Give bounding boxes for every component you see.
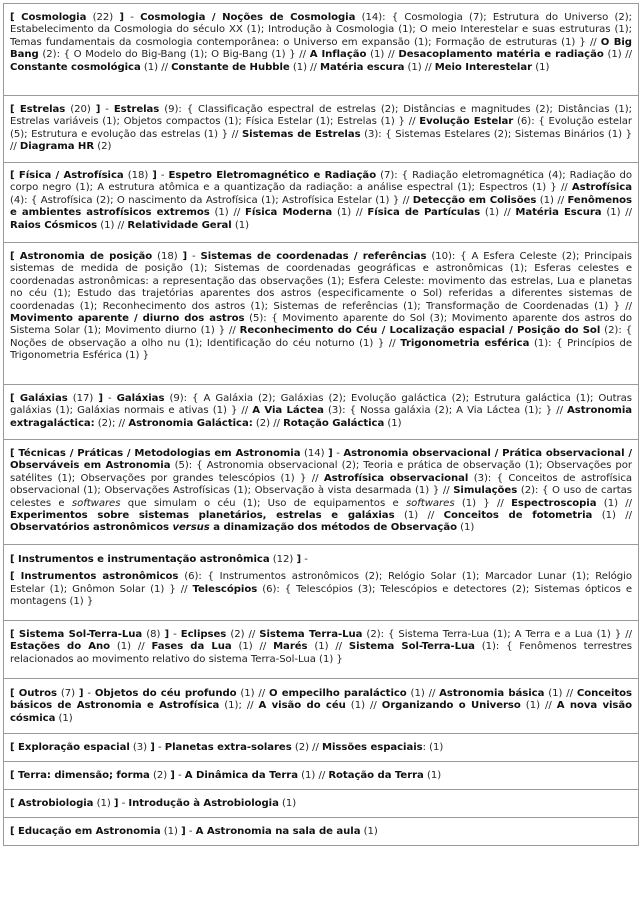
category-label: Sistema Terra-Lua bbox=[259, 629, 363, 640]
detail-text: (3) bbox=[129, 742, 151, 753]
detail-text: (12) bbox=[269, 554, 297, 565]
row-terra bbox=[4, 761, 638, 789]
detail-text: que simulam o céu (1); Uso de equipamentos e bbox=[120, 497, 406, 509]
category-label: Espectroscopia bbox=[511, 497, 597, 509]
detail-text: - bbox=[100, 104, 114, 115]
detail-text: (14): { Cosmologia (7); Estrutura do Universo (2); Estabelecimento da Cosmologia do século XX (1); Introdução à Cosmologia (1); O meio Interestelar e suas estruturas (1); Temas fundamentais da cosmologia contemporânea: o Universo em expansão (1); Formação de estruturas (1) } // bbox=[10, 12, 632, 48]
detail-text: - bbox=[118, 798, 129, 809]
detail-text: - bbox=[174, 770, 185, 781]
detail-text: (1) // bbox=[596, 497, 632, 509]
detail-text: (1) // bbox=[601, 207, 632, 219]
detail-text: (22) bbox=[86, 12, 120, 23]
cell-paragraph bbox=[10, 571, 632, 608]
category-label: Conceitos básicos de Astronomia e Astrofísica bbox=[10, 688, 632, 712]
category-label: ] bbox=[113, 798, 119, 809]
cell-paragraph bbox=[10, 742, 632, 754]
category-label: Sistemas de coordenadas / referências bbox=[200, 251, 427, 262]
detail-text: (1) // bbox=[209, 207, 245, 219]
category-label: Objetos do céu profundo bbox=[94, 688, 237, 699]
category-label: Estrelas bbox=[113, 104, 160, 115]
detail-text: (18) bbox=[152, 251, 183, 262]
category-label: [ Educação em Astronomia bbox=[10, 826, 161, 837]
category-label: Diagrama HR bbox=[19, 141, 95, 153]
category-label: A visão do céu bbox=[258, 700, 346, 712]
category-label: Astronomia extragaláctica: bbox=[10, 405, 633, 429]
category-label: Física Moderna bbox=[245, 207, 333, 219]
detail-text: (1) bbox=[532, 61, 550, 73]
detail-text: (1) bbox=[278, 798, 297, 809]
cell-paragraph bbox=[10, 104, 632, 154]
category-label: Matéria Escura bbox=[515, 207, 602, 219]
detail-text: (1) // bbox=[404, 61, 435, 73]
row-tecnicas-praticas bbox=[4, 439, 638, 544]
cell-paragraph bbox=[10, 448, 632, 535]
category-label: [ Astrobiologia bbox=[10, 798, 94, 809]
detail-text: (1) // bbox=[345, 700, 382, 712]
emphasis-text: softwares bbox=[71, 497, 121, 509]
cell-paragraph bbox=[10, 251, 632, 363]
detail-text: - bbox=[124, 12, 141, 23]
category-label: [ Terra: dimensão; forma bbox=[10, 770, 150, 781]
category-label: Matéria escura bbox=[319, 61, 405, 73]
category-label: Evolução Estelar bbox=[419, 116, 514, 128]
detail-text: (1) // bbox=[520, 700, 557, 712]
category-label: Física de Partículas bbox=[367, 207, 481, 219]
detail-text: - bbox=[187, 251, 201, 262]
detail-text: (2); // bbox=[94, 417, 129, 429]
category-label: [ Estrelas bbox=[10, 104, 66, 115]
cell-paragraph bbox=[10, 826, 632, 838]
detail-text: (2): { Noções de observação a olho nu (1); Identificação do céu noturno (1) } // bbox=[10, 325, 632, 349]
category-label: ] bbox=[119, 12, 124, 23]
row-astrobiologia bbox=[4, 789, 638, 817]
row-estrelas bbox=[4, 95, 638, 162]
category-label: ] bbox=[328, 448, 333, 459]
category-label: Constante de Hubble bbox=[171, 61, 290, 73]
detail-text: (18) bbox=[123, 170, 153, 181]
cell-paragraph bbox=[10, 554, 632, 566]
detail-text: (3): { Nossa galáxia (2); A Via Láctea (1); } // bbox=[323, 405, 568, 417]
emphasis-text: softwares bbox=[405, 497, 455, 509]
detail-text: (1) // bbox=[289, 61, 320, 73]
category-label: Astronomia básica bbox=[439, 688, 545, 699]
category-label: [ Exploração espacial bbox=[10, 742, 130, 753]
row-galaxias bbox=[4, 384, 638, 439]
detail-text: (17) bbox=[67, 393, 99, 404]
category-label: [ Instrumentos e instrumentação astronômica bbox=[10, 554, 270, 565]
category-label: [ Sistema Sol-Terra-Lua bbox=[10, 629, 143, 640]
category-label: [ Técnicas / Práticas / Metodologias em Astronomia bbox=[10, 448, 301, 459]
category-label: O Big Bang bbox=[10, 36, 632, 61]
category-label: [ Astronomia de posição bbox=[10, 251, 153, 262]
category-label: Observatórios astronômicos bbox=[10, 522, 173, 534]
category-label: Fases da Lua bbox=[151, 641, 232, 653]
detail-text: (7) bbox=[56, 688, 79, 699]
category-label: Sistemas de Estrelas bbox=[241, 128, 361, 140]
category-label: Eclipses bbox=[180, 629, 227, 640]
category-label: Astronomia observacional / Prática observacional / Observáveis em Astronomia bbox=[10, 448, 632, 472]
category-label: [ Instrumentos astronômicos bbox=[10, 571, 179, 583]
detail-text: (2) // bbox=[252, 417, 284, 429]
category-label: Organizando o Universo bbox=[381, 700, 521, 712]
row-instrumentos bbox=[4, 544, 638, 620]
category-label: Missões espaciais bbox=[322, 742, 423, 753]
category-label: ] bbox=[78, 688, 84, 699]
category-label: [ Galáxias bbox=[10, 393, 68, 404]
detail-text: (1) bbox=[231, 219, 250, 231]
category-label: Rotação Galáctica bbox=[283, 417, 385, 429]
detail-text: (1) // bbox=[140, 61, 172, 73]
cell-paragraph bbox=[10, 688, 632, 725]
detail-text: (2) // bbox=[226, 629, 260, 640]
detail-text: (1): { Fenômenos terrestres relacionados ao movimento relativo do sistema Terra-Sol-Lua (1) } bbox=[10, 641, 632, 665]
cell-paragraph bbox=[10, 629, 632, 666]
category-label: [ Física / Astrofísica bbox=[10, 170, 124, 181]
category-label: Meio Interestelar bbox=[434, 61, 533, 73]
category-label: ] bbox=[181, 826, 186, 837]
detail-text: (10): { A Esfera Celeste (2); Principais sistemas de medida de posição (1); Sistemas de coordenadas geográficas e astronômicas (1); Esferas celestes e coordenadas astronômicas: a representação das observações (1); Esfera Celeste: movimento das estrelas, Lua e planetas no céu (1); Estudo das trajetórias aparentes dos astros (especificamente o Sol) referidas a diferentes sistemas de coordenadas (1); Reconhecimento dos astros (1); Sistemas de referências (1); Transformação de Coordenadas (1) } // bbox=[10, 251, 632, 312]
category-label: Reconhecimento do Céu / Localização espacial / Posição do Sol bbox=[239, 325, 601, 337]
detail-text: (1); // bbox=[219, 700, 259, 712]
detail-text: (1) // bbox=[236, 688, 270, 699]
detail-text: (1) // bbox=[231, 641, 274, 653]
detail-text: (1): { Princípios de Trigonometria Esférica (1) } bbox=[10, 337, 633, 362]
detail-text: (1) // bbox=[544, 688, 577, 699]
detail-text: (1) } // bbox=[454, 497, 512, 509]
category-label: Astrofísica bbox=[571, 182, 632, 194]
category-label: O empecilho paraláctico bbox=[269, 688, 407, 699]
detail-text: (1) // bbox=[536, 194, 568, 206]
category-label: Cosmologia / Noções de Cosmologia bbox=[140, 12, 356, 23]
category-label: Detecção em Colisões bbox=[412, 194, 537, 206]
category-label: A Via Láctea bbox=[252, 405, 324, 417]
category-label: ] bbox=[95, 104, 101, 115]
category-table bbox=[3, 3, 639, 846]
category-label: A Astronomia na sala de aula bbox=[195, 826, 361, 837]
detail-text: (1) bbox=[423, 770, 442, 781]
detail-text: (14) bbox=[300, 448, 329, 459]
category-label: Estações do Ano bbox=[10, 641, 111, 653]
detail-text: (7): { Radiação eletromagnética (4); Radiação do corpo negro (1); A estrutura atômica e a quantização da radiação: a análise espectral (1); Espectros (1) } // bbox=[10, 170, 633, 194]
detail-text: (4): { Astrofísica (2); O nascimento da Astrofísica (1); Astrofísica Estelar (1) } // bbox=[10, 194, 413, 206]
row-cosmologia bbox=[4, 4, 638, 95]
category-label: Galáxias bbox=[116, 393, 165, 404]
detail-text: - bbox=[83, 688, 95, 699]
detail-text: - bbox=[185, 826, 196, 837]
detail-text: - bbox=[156, 170, 169, 181]
detail-text: (2): { Sistema Terra-Lua (1); A Terra e a Lua (1) } // bbox=[362, 629, 632, 640]
detail-text: (9): { Classificação espectral de estrelas (2); Distâncias e magnitudes (2); Distâncias (1); Estrelas variáveis (1); Objetos compactos (1); Física Estelar (1); Estrelas (1) } // bbox=[10, 104, 632, 128]
cell-paragraph bbox=[10, 770, 632, 782]
detail-text: (1) // bbox=[603, 49, 632, 61]
detail-text: - bbox=[154, 742, 165, 753]
detail-text: (6): { Instrumentos astronômicos (2); Relógio Solar (1); Marcador Lunar (1); Relógio Estelar (1); Gnômon Solar (1) } // bbox=[10, 571, 632, 595]
detail-text: (1) bbox=[360, 826, 378, 837]
category-label: Constante cosmológica bbox=[10, 61, 141, 73]
category-label: [ Outros bbox=[10, 688, 57, 699]
category-label: ] bbox=[164, 629, 170, 640]
detail-text: (1) bbox=[55, 712, 73, 724]
detail-text: (8) bbox=[142, 629, 165, 640]
category-label: Conceitos de fotometria bbox=[443, 510, 593, 522]
category-label: Rotação da Terra bbox=[328, 770, 424, 781]
category-label: Sistema Sol-Terra-Lua bbox=[348, 641, 475, 653]
detail-text: (1) bbox=[93, 798, 114, 809]
category-label: A Dinâmica da Terra bbox=[184, 770, 298, 781]
detail-text: (1) // bbox=[366, 49, 399, 61]
category-label: Simulações bbox=[453, 485, 518, 497]
category-label: a dinamização dos métodos de Observação bbox=[209, 522, 458, 534]
category-label: Astronomia Galáctica: bbox=[128, 417, 253, 429]
row-astronomia-de-posicao bbox=[4, 242, 638, 384]
row-outros bbox=[4, 678, 638, 733]
row-educacao bbox=[4, 817, 638, 845]
category-label: Astrofísica observacional bbox=[323, 472, 469, 484]
category-label: [ Cosmologia bbox=[10, 12, 87, 23]
detail-text: (2) // bbox=[291, 742, 323, 753]
detail-text: (1) // bbox=[298, 770, 329, 781]
detail-text: (3): { Conceitos de astrofísica observacional (1); Observações Astrofísicas (1); Observação à vista desarmada (1) } // bbox=[10, 472, 632, 497]
detail-text: (6): { Telescópios (3); Telescópios e detectores (2); Sistemas ópticos e montagens (1) } bbox=[10, 583, 632, 608]
row-exploracao-espacial bbox=[4, 733, 638, 761]
category-label: Experimentos sobre sistemas planetários, estrelas e galáxias bbox=[10, 510, 395, 522]
category-label: Raios Cósmicos bbox=[10, 219, 98, 231]
detail-text: (20) bbox=[65, 104, 96, 115]
category-label: Introdução à Astrobiologia bbox=[128, 798, 279, 809]
detail-text: - bbox=[102, 393, 117, 404]
detail-text: (1) bbox=[457, 522, 475, 534]
cell-paragraph bbox=[10, 798, 632, 810]
detail-text: (3): { Sistemas Estelares (2); Sistemas Binários (1) } // bbox=[10, 128, 633, 153]
detail-text: (1) // bbox=[332, 207, 368, 219]
detail-text: (5): { Astronomia observacional (2); Teoria e prática de observação (1); Observações por satélites (1); Observações por grandes telescópios (1) } // bbox=[10, 460, 633, 484]
category-label: Movimento aparente / diurno dos astros bbox=[10, 313, 245, 325]
category-label: ] bbox=[170, 770, 175, 781]
detail-text: (1) bbox=[384, 417, 402, 429]
category-label: Trigonometria esférica bbox=[400, 337, 530, 349]
category-label bbox=[172, 522, 209, 533]
category-label: ] bbox=[98, 393, 103, 404]
detail-text: - bbox=[332, 448, 344, 459]
detail-text: (1) // bbox=[480, 207, 516, 219]
detail-text: (2) bbox=[149, 770, 171, 781]
detail-text: (2): { O Modelo do Big-Bang (1); O Big-Bang (1) } // bbox=[38, 49, 310, 61]
detail-text: (1) // bbox=[394, 510, 444, 522]
detail-text: (1) // bbox=[110, 641, 152, 653]
category-label: ] bbox=[182, 251, 188, 262]
detail-text: - bbox=[169, 629, 181, 640]
category-label: ] bbox=[150, 742, 155, 753]
detail-text: (1) // bbox=[592, 510, 632, 522]
category-label: Planetas extra-solares bbox=[164, 742, 292, 753]
cell-paragraph bbox=[10, 12, 632, 74]
row-fisica-astrofisica bbox=[4, 162, 638, 242]
emphasis-text: versus bbox=[172, 522, 210, 534]
category-label: ] bbox=[152, 170, 157, 181]
detail-text: (2) bbox=[94, 141, 112, 153]
detail-text: (6): { Evolução estelar (5); Estrutura e evolução das estrelas (1) } // bbox=[10, 116, 633, 140]
category-label: A Inflação bbox=[309, 49, 367, 61]
category-label: Fenômenos e ambientes astrofísicos extremos bbox=[10, 194, 632, 219]
detail-text: - bbox=[301, 554, 308, 565]
detail-text: (9): { A Galáxia (2); Galáxias (2); Evolução galáctica (2); Estrutura galáctica (1); Outras galáxias (1); Galáxias normais e ativas (1) } // bbox=[10, 393, 632, 417]
category-label: Desacoplamento matéria e radiação bbox=[398, 49, 604, 61]
detail-text: (1) bbox=[160, 826, 182, 837]
detail-text: (5): { Movimento aparente do Sol (3); Movimento aparente dos astros do Sistema Solar (1); Movimento diurno (1) } // bbox=[10, 313, 632, 337]
detail-text: : (1) bbox=[422, 742, 444, 753]
detail-text: (1) // bbox=[307, 641, 349, 653]
category-label: Marés bbox=[273, 641, 308, 653]
category-label: Espetro Eletromagnético e Radiação bbox=[168, 170, 377, 181]
detail-text: (1) // bbox=[406, 688, 440, 699]
category-label: Telescópios bbox=[192, 583, 258, 595]
category-label: A nova visão cósmica bbox=[10, 700, 632, 724]
detail-text: (1) // bbox=[97, 219, 128, 231]
cell-paragraph bbox=[10, 170, 632, 232]
category-label: ] bbox=[296, 554, 302, 565]
row-sistema-sol-terra-lua bbox=[4, 620, 638, 678]
detail-text: (2): { O uso de cartas celestes e bbox=[10, 485, 632, 509]
cell-paragraph bbox=[10, 393, 632, 430]
category-label: Relatividade Geral bbox=[127, 219, 232, 231]
